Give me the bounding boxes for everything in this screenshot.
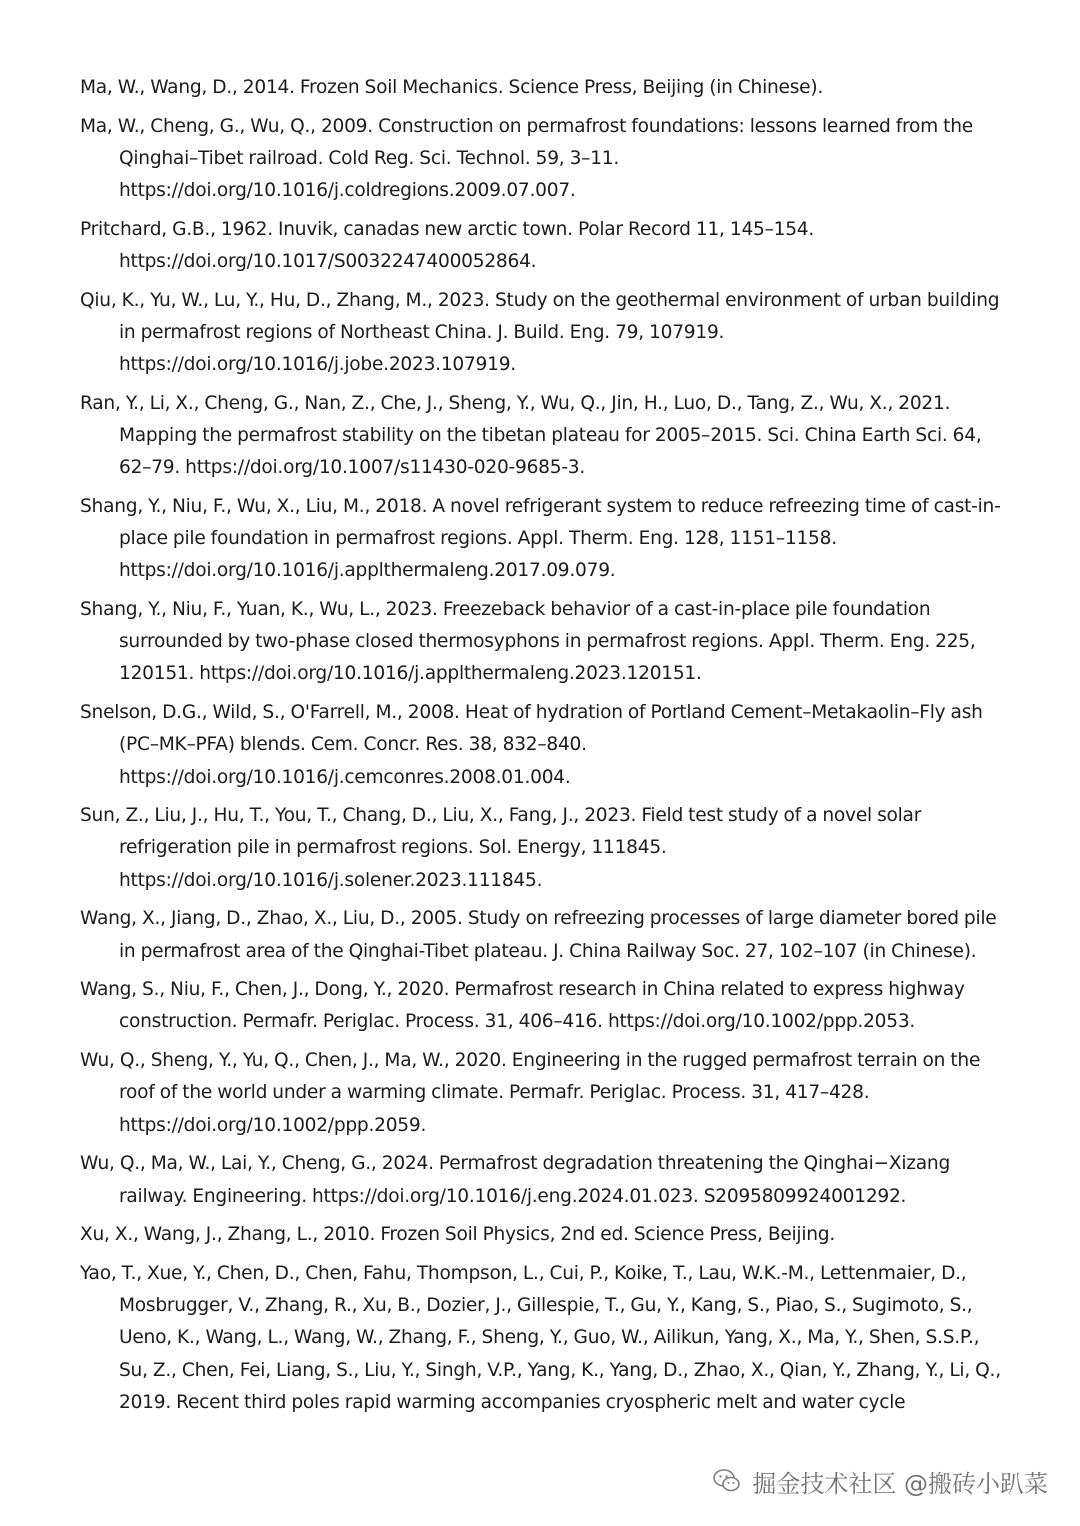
reference-item: Wu, Q., Ma, W., Lai, Y., Cheng, G., 2024. Permafrost degradation threatening the Qinghai−Xizang railway. Engineering. https://doi.org/10.1016/j.eng.2024.01.023. S2095809924001292. xyxy=(80,1153,951,1207)
reference-item: Qiu, K., Yu, W., Lu, Y., Hu, D., Zhang, M., 2023. Study on the geothermal environment of urban building in permafrost regions of Northeast China. J. Build. Eng. 79, 107919. https://doi.org/10.1016/j.jobe.2023.107919. xyxy=(80,289,1000,376)
reference-item: Snelson, D.G., Wild, S., O'Farrell, M., 2008. Heat of hydration of Portland Cement–Metakaolin–Fly ash (PC–MK–PFA) blends. Cem. Concr. Res. 38, 832–840. https://doi.org/10.1016/j.cemconres.2008.01.004. xyxy=(80,702,983,788)
reference-item: Pritchard, G.B., 1962. Inuvik, canadas new arctic town. Polar Record 11, 145–154. https://doi.org/10.1017/S0032247400052864. xyxy=(80,218,815,273)
reference-list xyxy=(80,72,1005,1425)
wechat-icon xyxy=(712,1466,742,1496)
reference-item: Xu, X., Wang, J., Zhang, L., 2010. Frozen Soil Physics, 2nd ed. Science Press, Beijing. xyxy=(80,1224,836,1246)
reference-item: Ma, W., Cheng, G., Wu, Q., 2009. Construction on permafrost foundations: lessons learned from the Qinghai–Tibet railroad. Cold Reg. Sci. Technol. 59, 3–11. https://doi.org/10.1016/j.coldregions.2009.07.007. xyxy=(80,115,973,202)
reference-item: Wang, X., Jiang, D., Zhao, X., Liu, D., 2005. Study on refreezing processes of large diameter bored pile in permafrost area of the Qinghai-Tibet plateau. J. China Railway Soc. 27, 102–107 (in Chinese). xyxy=(80,908,997,962)
reference-item: Sun, Z., Liu, J., Hu, T., You, T., Chang, D., Liu, X., Fang, J., 2023. Field test study of a novel solar refrigeration pile in permafrost regions. Sol. Energy, 111845. https://doi.org/10.1016/j.solener.2023.111845. xyxy=(80,805,922,891)
reference-item: Ma, W., Wang, D., 2014. Frozen Soil Mechanics. Science Press, Beijing (in Chinese). xyxy=(80,77,824,98)
reference-item: Shang, Y., Niu, F., Wu, X., Liu, M., 2018. A novel refrigerant system to reduce refreezing time of cast-in-place pile foundation in permafrost regions. Appl. Therm. Eng. 128, 1151–1158. https://doi.org/10.1016/j.applthermaleng.2017.09.079. xyxy=(80,495,1001,582)
reference-item: Wang, S., Niu, F., Chen, J., Dong, Y., 2020. Permafrost research in China related to express highway construction. Permafr. Periglac. Process. 31, 406–416. https://doi.org/10.1002/ppp.2053. xyxy=(80,979,965,1033)
reference-item: Yao, T., Xue, Y., Chen, D., Chen, Fahu, Thompson, L., Cui, P., Koike, T., Lau, W.K.-M., Lettenmaier, D., Mosbrugger, V., Zhang, R., Xu, B., Dozier, J., Gillespie, T., Gu, Y., Kang, S., Piao, S., Sugimoto, S., Ueno, K., Wang, L., Wang, W., Zhang, F., Sheng, Y., Guo, W., Ailikun, Yang, X., Ma, Y., Shen, S.S.P., Su, Z., Chen, Fei, Liang, S., Liu, Y., Singh, V.P., Yang, K., Yang, D., Zhao, X., Qian, Y., Zhang, Y., Li, Q., 2019. Recent third poles rapid warming accompanies cryospheric melt and water cycle xyxy=(80,1262,1001,1413)
reference-item: Shang, Y., Niu, F., Yuan, K., Wu, L., 2023. Freezeback behavior of a cast-in-place pile foundation surrounded by two-phase closed thermosyphons in permafrost regions. Appl. Therm. Eng. 225, 120151. https://doi.org/10.1016/j.applthermaleng.2023.120151. xyxy=(80,599,976,685)
watermark xyxy=(712,1460,1048,1502)
reference-item: Ran, Y., Li, X., Cheng, G., Nan, Z., Che, J., Sheng, Y., Wu, Q., Jin, H., Luo, D., Tang, Z., Wu, X., 2021. Mapping the permafrost stability on the tibetan plateau for 2005–2015. Sci. China Earth Sci. 64, 62–79. https://doi.org/10.1007/s11430-020-9685-3. xyxy=(80,392,982,479)
reference-item: Wu, Q., Sheng, Y., Yu, Q., Chen, J., Ma, W., 2020. Engineering in the rugged permafrost terrain on the roof of the world under a warming climate. Permafr. Periglac. Process. 31, 417–428. https://doi.org/10.1002/ppp.2059. xyxy=(80,1050,981,1136)
watermark-text: 掘金技术社区 @搬砖小趴菜 xyxy=(752,1469,1048,1498)
